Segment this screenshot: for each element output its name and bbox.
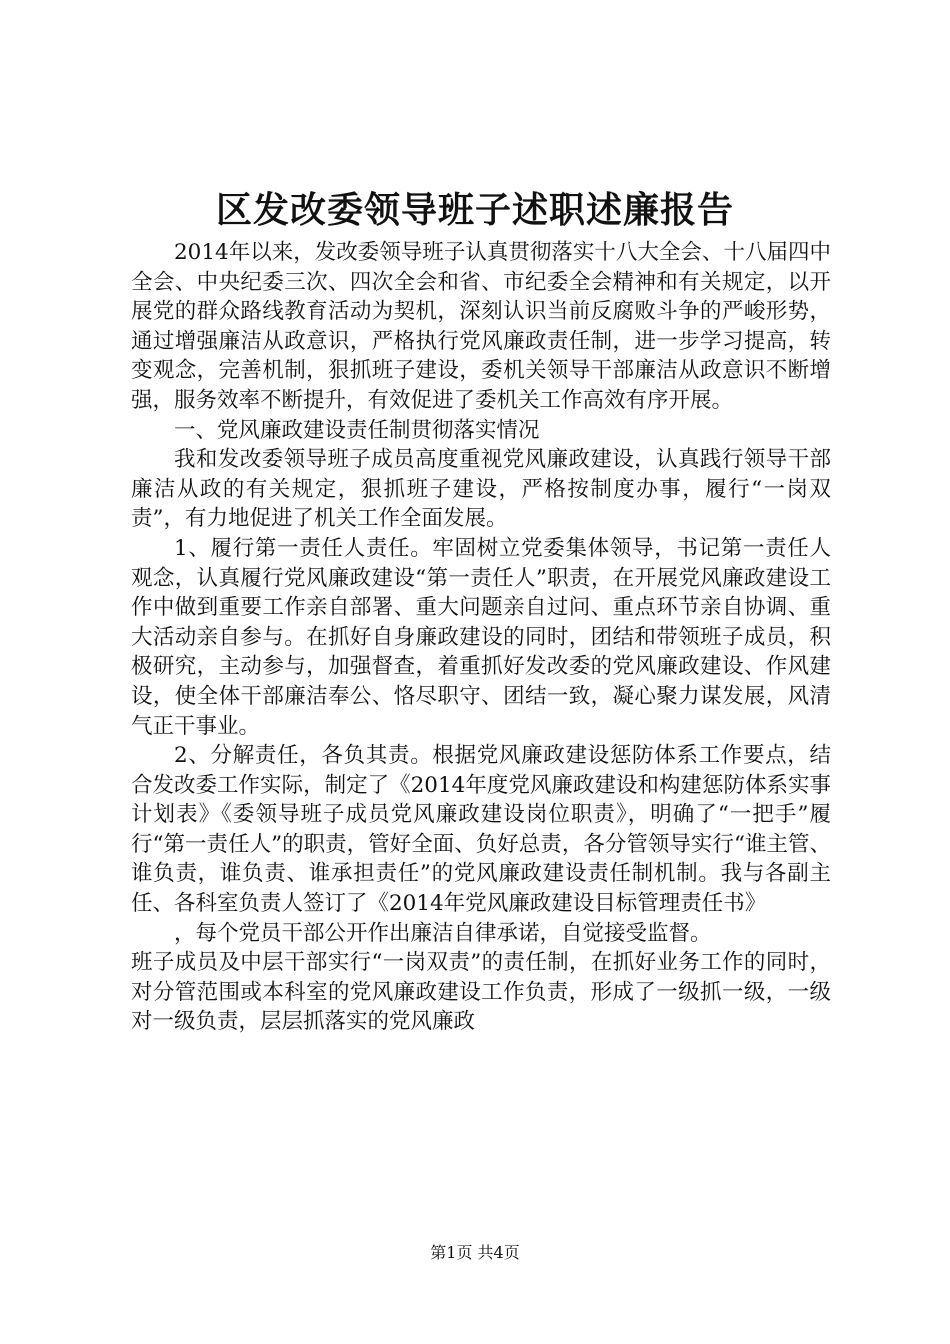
section-heading-1: 一、党风廉政建设责任制贯彻落实情况 (174, 417, 540, 443)
paragraph-item-2: 2、分解责任，各负其责。根据党风廉政建设惩防体系工作要点，结合发改委工作实际，制定了《2014年度党风廉政建设和构建惩防体系实事计划表》《委领导班子成员党风廉政建设岗位职责》，明确了“一把手”履行“第一责任人”的职责，管好全面、负好总责，各分管领导实行“谁主管、谁负责，谁负责、谁承担责任”的党风廉政建设责任制机制。我与各副主任、各科室负责人签订了《2014年党风廉政建设目标管理责任书》 (131, 743, 831, 917)
document-title: 区发改委领导班子述职述廉报告 (215, 189, 734, 231)
paragraph-intro: 2014年以来，发改委领导班子认真贯彻落实十八大全会、十八届四中全会、中央纪委三次、四次全会和省、市纪委全会精神和有关规定，以开展党的群众路线教育活动为契机，深刻认识当前反腐败斗争的严峻形势，通过增强廉洁从政意识，严格执行党风廉政责任制，进一步学习提高，转变观念，完善机制，狠抓班子建设，委机关领导干部廉洁从政意识不断增强，服务效率不断提升，有效促进了委机关工作高效有序开展。 (131, 240, 831, 413)
paragraph-overview: 我和发改委领导班子成员高度重视党风廉政建设，认真践行领导干部廉洁从政的有关规定，狠抓班子建设，严格按制度办事，履行“一岗双责”，有力地促进了机关工作全面发展。 (131, 447, 831, 532)
paragraph-responsibility: 班子成员及中层干部实行“一岗双责”的责任制，在抓好业务工作的同时，对分管范围或本科室的党风廉政建设工作负责，形成了一级抓一级，一级对一级负责，层层抓落实的党风廉政 (131, 950, 831, 1035)
document-body (131, 238, 831, 1037)
paragraph-commitment: ，每个党员干部公开作出廉洁自律承诺，自觉接受监督。 (174, 920, 712, 946)
page-footer: 第1页 共4页 (430, 1243, 520, 1262)
paragraph-item-1: 1、履行第一责任人责任。牢固树立党委集体领导，书记第一责任人观念，认真履行党风廉政建设“第一责任人”职责，在开展党风廉政建设工作中做到重要工作亲自部署、重大问题亲自过问、重点环节亲自协调、重大活动亲自参与。在抓好自身廉政建设的同时，团结和带领班子成员，积极研究，主动参与，加强督查，着重抓好发改委的党风廉政建设、作风建设，使全体干部廉洁奉公、恪尽职守、团结一致，凝心聚力谋发展，风清气正干事业。 (131, 535, 831, 739)
